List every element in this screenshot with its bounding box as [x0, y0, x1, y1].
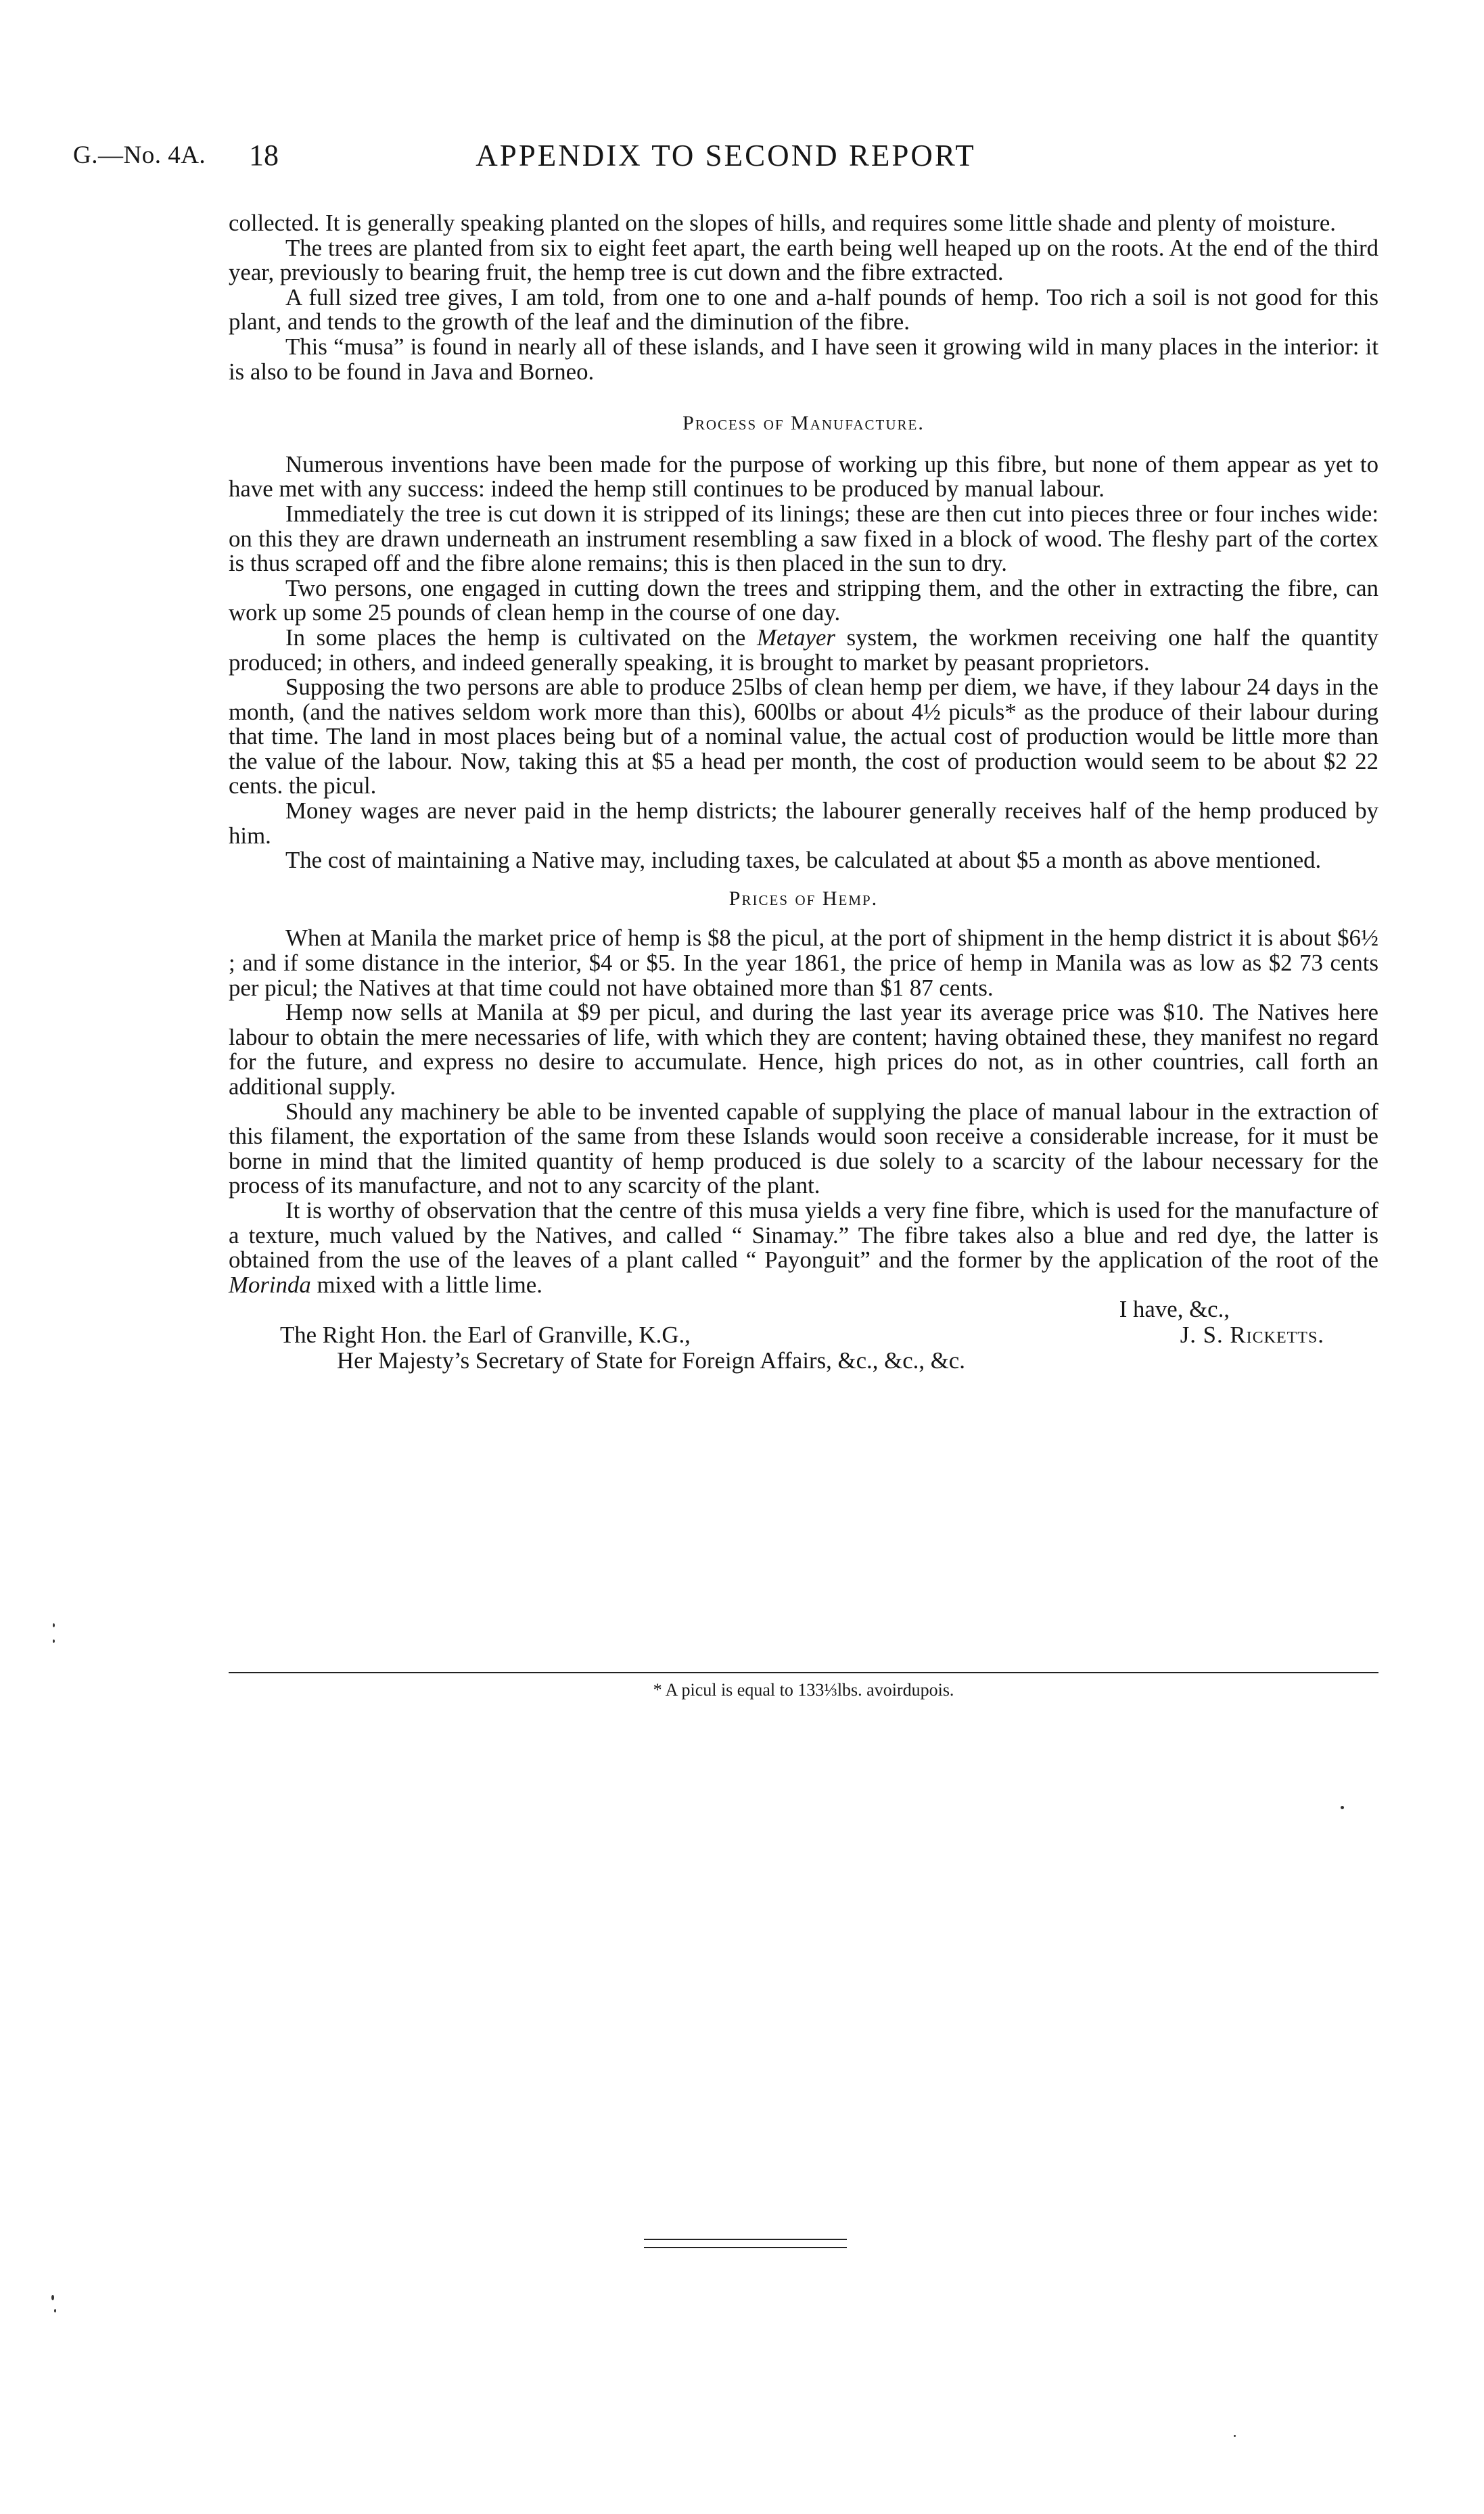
scan-speck [1341, 1806, 1344, 1809]
paragraph: Money wages are never paid in the hemp districts; the labourer generally receives half of the hemp produced by him. [229, 797, 1378, 849]
end-rule-lower [644, 2247, 847, 2248]
document-reference: G.—No. 4A. [73, 141, 206, 169]
page-header [73, 138, 1378, 179]
closing-salutation [229, 1297, 1378, 1323]
body-text [229, 211, 1378, 1374]
section-heading-prices: Prices of Hemp. [728, 887, 879, 910]
paragraph-continued: collected. It is generally speaking planted on the slopes of hills, and requires some little shade and plenty of moisture. [229, 210, 1336, 236]
paragraph: Hemp now sells at Manila at $9 per picul, and during the last year its average price was $10. The Natives here labour to obtain the mere necessaries of life, with which they are content; having obtained these, they manifest no regard for the future, and express no desire to accumulate. Hence, high prices do not, as in other countries, call forth an additional supply. [229, 999, 1378, 1100]
addressee-title: Her Majesty’s Secretary of State for Foreign Affairs, &c., &c., &c. [337, 1347, 965, 1374]
paragraph: Supposing the two persons are able to produce 25lbs of clean hemp per diem, we have, if they labour 24 days in the month, (and the natives seldom work more than this), 600lbs or about 4½ piculs* as the produce of their labour during that time. The land in most places being but of a nominal value, the actual cost of production would be little more than the value of the labour. Now, taking this at $5 a head per month, the cost of production would seem to be about $2 22 cents. the picul. [229, 674, 1378, 799]
paragraph: When at Manila the market price of hemp is $8 the picul, at the port of shipment in the hemp district it is about $6½ ; and if some distance in the interior, $4 or $5. In the year 1861, the price of hemp in Manila was as low as $2 73 cents per picul; the Natives at that time could not have obtained more than $1 87 cents. [229, 925, 1378, 1001]
signature: J. S. Ricketts. [1180, 1322, 1324, 1349]
italic-term: Metayer [757, 624, 835, 651]
section-heading-process: Process of Manufacture. [682, 412, 925, 435]
paragraph: Two persons, one engaged in cutting down the trees and stripping them, and the other in extracting the fibre, can work up some 25 pounds of clean hemp in the course of one day. [229, 574, 1378, 626]
page-number: 18 [249, 139, 279, 172]
scan-speck [1234, 2435, 1236, 2437]
paragraph: The cost of maintaining a Native may, including taxes, be calculated at about $5 a month as above mentioned. [285, 847, 1322, 874]
text-run: mixed with a little lime. [310, 1271, 542, 1298]
scan-speck [53, 1639, 55, 1643]
paragraph-metayer [229, 626, 1378, 675]
text-run: It is worthy of observation that the centre of this musa yields a very fine fibre, which is used for the manufacture of a texture, much valued by the Natives, and called “ Sinamay.” The fibre takes also a blue and red dye, the latter is obtained from the use of the leaves of a plant called “ Payonguit” and the former by the application of the root of the [229, 1196, 1378, 1274]
paragraph: The trees are planted from six to eight feet apart, the earth being well heaped up on the roots. At the end of the third year, previously to bearing fruit, the hemp tree is cut down and the fibre extracted. [229, 234, 1378, 286]
addressee: The Right Hon. the Earl of Granville, K.G., [280, 1322, 691, 1349]
paragraph: Immediately the tree is cut down it is stripped of its linings; these are then cut into pieces three or four inches wide: on this they are drawn underneath an instrument resembling a saw fixed in a block of wood. The fleshy part of the cortex is thus scraped off and the fibre alone remains; this is then placed in the sun to dry. [229, 500, 1378, 577]
footnote: * A picul is equal to 133⅓lbs. avoirdupois. [653, 1680, 954, 1700]
running-title: APPENDIX TO SECOND REPORT [476, 139, 976, 172]
scan-speck [54, 2309, 56, 2312]
paragraph-morinda [229, 1198, 1378, 1297]
text-run: system, the workmen receiving one half the quantity produced; in others, and indeed generally speaking, it is brought to market by peasant proprietors. [229, 624, 1378, 676]
paragraph: Numerous inventions have been made for the purpose of working up this fibre, but none of them appear as yet to have met with any success: indeed the hemp still continues to be produced by manual labour. [229, 450, 1378, 503]
text-run: In some places the hemp is cultivated on the [285, 624, 757, 651]
paragraph: This “musa” is found in nearly all of these islands, and I have seen it growing wild in many places in the interior: it is also to be found in Java and Borneo. [229, 333, 1378, 385]
scan-speck [53, 1623, 55, 1627]
footnote-rule [229, 1672, 1378, 1673]
end-rule-upper [644, 2239, 847, 2240]
paragraph: Should any machinery be able to be invented capable of supplying the place of manual labour in the extraction of this filament, the exportation of the same from these Islands would soon receive a considerable increase, for it must be borne in mind that the limited quantity of hemp produced is due solely to a scarcity of the labour necessary for the process of its manufacture, and not to any scarcity of the plant. [229, 1098, 1378, 1199]
scan-speck [51, 2295, 54, 2300]
salutation-text: I have, &c., [1119, 1296, 1230, 1323]
italic-term: Morinda [229, 1271, 311, 1298]
paragraph: A full sized tree gives, I am told, from one to one and a-half pounds of hemp. Too rich a soil is not good for this plant, and tends to the growth of the leaf and the diminution of the fibre. [229, 283, 1378, 335]
addressee-line [229, 1323, 1378, 1349]
